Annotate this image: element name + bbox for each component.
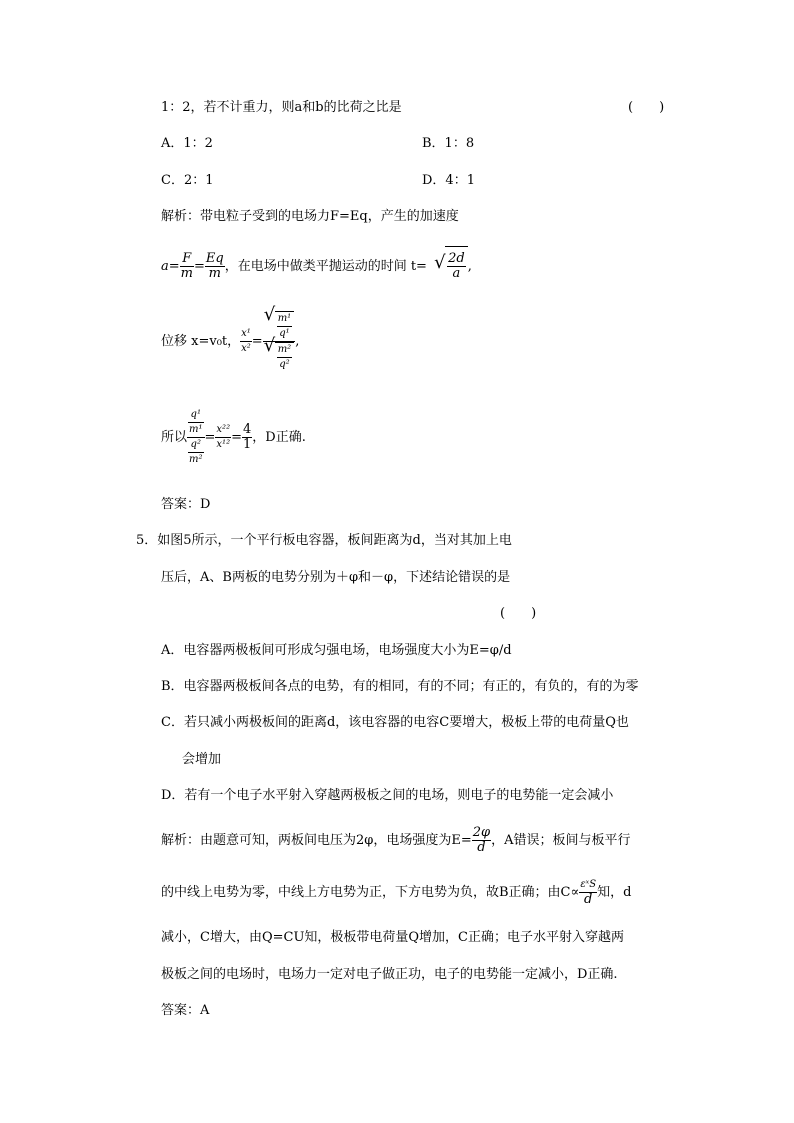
conclude-label: 所以 xyxy=(161,430,188,445)
option-a: A．1：2 xyxy=(161,136,213,151)
disp-label: 位移 x=v₀t， xyxy=(161,334,241,349)
frac-ratio-of-ratios: $\frac{\frac{\text{q¹}}{\text{m¹}}}{\frac{\text{q²}}{\text{m²}}}$ xyxy=(189,409,203,465)
q5-stem-line2: 压后，A、B两板的电势分别为＋φ和－φ，下述结论错误的是 xyxy=(161,570,511,585)
accel-text: ，在电场中做类平抛运动的时间 t= xyxy=(224,259,427,274)
frac-f-over-m: $\frac{F}{m}$ xyxy=(180,251,193,281)
frac-4-1: $\frac{4}{1}$ xyxy=(243,422,252,452)
q5-solution-line2: 的中线上电势为零，中线上方电势为正，下方电势为负，故B正确；由C∝ $\frac{\text{εˣS}}{d}$ 知，d xyxy=(161,879,632,907)
frac-sqrt-ratio: √ $\frac{\text{m¹}}{\text{q¹}}$ √ $\frac{\text{m²}}{\text{q²}}$ xyxy=(263,311,296,372)
solution-intro: 解析：带电粒子受到的电场力F=Eq，产生的加速度 xyxy=(161,209,459,224)
option-b: B．1：8 xyxy=(422,136,475,151)
option-c: C．2：1 xyxy=(161,173,214,188)
q5-solution-line3: 减小，C增大，由Q=CU知，极板带电荷量Q增加，C正确；电子水平射入穿越两 xyxy=(161,930,625,945)
q5-option-c-line1: C．若只减小两极板间的距离d，该电容器的电容C要增大，极板上带的电荷量Q也 xyxy=(161,715,629,730)
frac-2phi-over-d: $\frac{2\varphi}{d}$ xyxy=(472,825,491,855)
frac-x22-x12: $\frac{\text{x²²}}{\text{x¹²}}$ xyxy=(216,424,231,450)
q5-option-d: D．若有一个电子水平射入穿越两极板之间的电场，则电子的电势能一定会减小 xyxy=(161,788,614,803)
accel-formula: a= $\frac{F}{m}$ = $\frac{Eq}{m}$ ，在电场中做类平抛运动的时间 t= √ $\frac{2d}{a}$ , xyxy=(161,246,472,287)
q5-stem-line1: 5．如图5所示，一个平行板电容器，板间距离为d，当对其加上电 xyxy=(136,533,512,548)
sqrt-2d-over-a: √ $\frac{2d}{a}$ xyxy=(445,246,468,287)
frac-epsS-over-d: $\frac{\text{εˣS}}{d}$ xyxy=(580,879,597,907)
conclusion-formula: 所以 $\frac{\frac{\text{q¹}}{\text{m¹}}}{\frac{\text{q²}}{\text{m²}}}$ = $\frac{\text{x²²}}{\text{x¹²}}$ = $\frac{4}{1}$ ，D正确. xyxy=(161,409,306,465)
q5-solution-line4: 极板之间的电场时，电场力一定对电子做正功，电子的电势能一定减小，D正确. xyxy=(161,967,618,982)
conclude-tail: ，D正确. xyxy=(252,430,306,445)
q5-solution-line1: 解析：由题意可知，两板间电压为2φ，电场强度为E= $\frac{2\varphi}{d}$ ，A错误；板间与板平行 xyxy=(161,825,631,855)
displacement-formula: 位移 x=v₀t， $\frac{\text{x¹}}{\text{x²}}$ = √ $\frac{\text{m¹}}{\text{q¹}}$ √ $\frac{\text{m²}}{\text{q²}}$ , xyxy=(161,302,299,382)
option-d: D．4：1 xyxy=(422,173,475,188)
answer-paren: ( ) xyxy=(628,100,665,115)
q5-option-b: B．电容器两极板间各点的电势，有的相同，有的不同；有正的，有负的，有的为零 xyxy=(161,679,639,694)
q5-answer-paren: ( ) xyxy=(500,606,537,621)
q5-option-a: A．电容器两极板间可形成匀强电场，电场强度大小为E=φ/d xyxy=(161,643,512,658)
frac-x1-x2: $\frac{\text{x¹}}{\text{x²}}$ xyxy=(241,328,251,354)
frac-eq-over-m: $\frac{Eq}{m}$ xyxy=(205,251,224,281)
answer-q4: 答案：D xyxy=(161,497,211,512)
q5-option-c-line2: 会增加 xyxy=(182,752,222,767)
q4-stem-tail: 1：2，若不计重力，则a和b的比荷之比是 xyxy=(161,100,402,115)
var-a: a= xyxy=(161,259,180,274)
answer-q5: 答案：A xyxy=(161,1003,210,1018)
